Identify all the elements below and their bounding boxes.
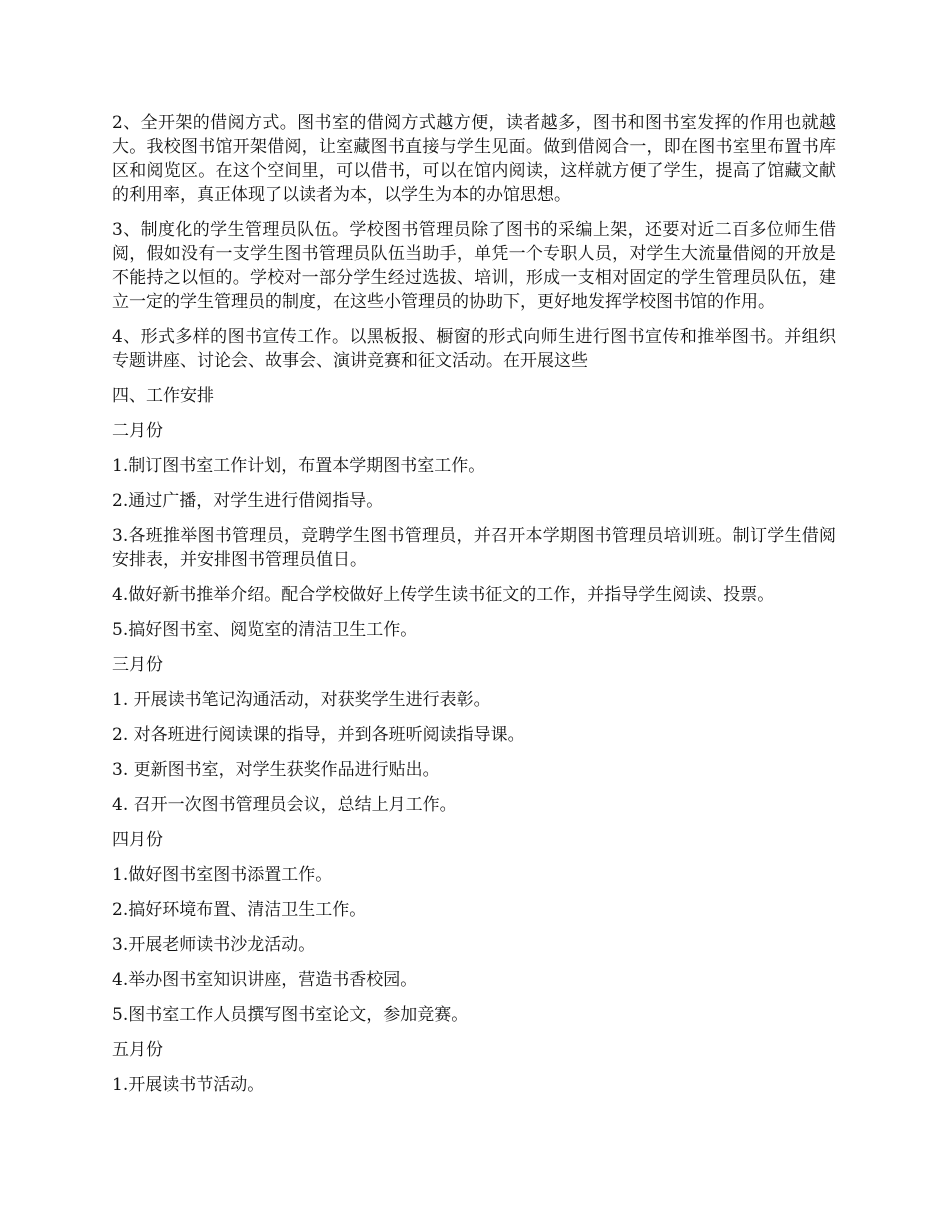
list-item: 3. 更新图书室，对学生获奖作品进行贴出。 [112,760,440,780]
month-heading-march: 三月份 [112,655,163,675]
list-item: 2. 对各班进行阅读课的指导，并到各班听阅读指导课。 [112,725,525,745]
month-heading-april: 四月份 [112,830,163,850]
month-heading-may: 五月份 [112,1040,163,1060]
paragraph-book-promotion: 4、形式多样的图书宣传工作。以黑板报、橱窗的形式向师生进行图书宣传和推举图书。并组织专题讲座、讨论会、故事会、演讲竞赛和征文活动。在开展这些 [112,327,836,371]
paragraph-open-shelf: 2、全开架的借阅方式。图书室的借阅方式越方便，读者越多，图书和图书室发挥的作用也就越大。我校图书馆开架借阅，让室藏图书直接与学生见面。做到借阅合一，即在图书室里布置书库区和阅览区。在这个空间里，可以借书，可以在馆内阅读，这样就方便了学生，提高了馆藏文献的利用率，真正体现了以读者为本，以学生为本的办馆思想。 [112,113,836,205]
month-heading-february: 二月份 [112,421,163,441]
list-item: 1.开展读书节活动。 [112,1075,265,1095]
list-item: 4.做好新书推举介绍。配合学校做好上传学生读书征文的工作，并指导学生阅读、投票。 [112,585,775,605]
list-item: 5.图书室工作人员撰写图书室论文，参加竞赛。 [112,1005,469,1025]
list-item: 1.制订图书室工作计划，布置本学期图书室工作。 [112,456,486,476]
document-body [112,111,836,1108]
list-item: 3.开展老师读书沙龙活动。 [112,935,316,955]
paragraph-student-librarians: 3、制度化的学生管理员队伍。学校图书管理员除了图书的采编上架，还要对近二百多位师生借阅，假如没有一支学生图书管理员队伍当助手，单凭一个专职人员，对学生大流量借阅的开放是不能持之以恒的。学校对一部分学生经过选拔、培训，形成一支相对固定的学生管理员队伍，建立一定的学生管理员的制度，在这些小管理员的协助下，更好地发挥学校图书馆的作用。 [112,220,836,312]
list-item: 3.各班推举图书管理员，竞聘学生图书管理员，并召开本学期图书管理员培训班。制订学生借阅安排表，并安排图书管理员值日。 [112,526,836,570]
list-item: 1. 开展读书笔记沟通活动，对获奖学生进行表彰。 [112,690,491,710]
list-item: 4. 召开一次图书管理员会议，总结上月工作。 [112,795,457,815]
list-item: 4.举办图书室知识讲座，营造书香校园。 [112,970,418,990]
list-item: 1.做好图书室图书添置工作。 [112,865,333,885]
section-heading-work-plan: 四、工作安排 [112,386,214,406]
list-item: 2.通过广播，对学生进行借阅指导。 [112,491,384,511]
list-item: 5.搞好图书室、阅览室的清洁卫生工作。 [112,620,418,640]
list-item: 2.搞好环境布置、清洁卫生工作。 [112,900,367,920]
